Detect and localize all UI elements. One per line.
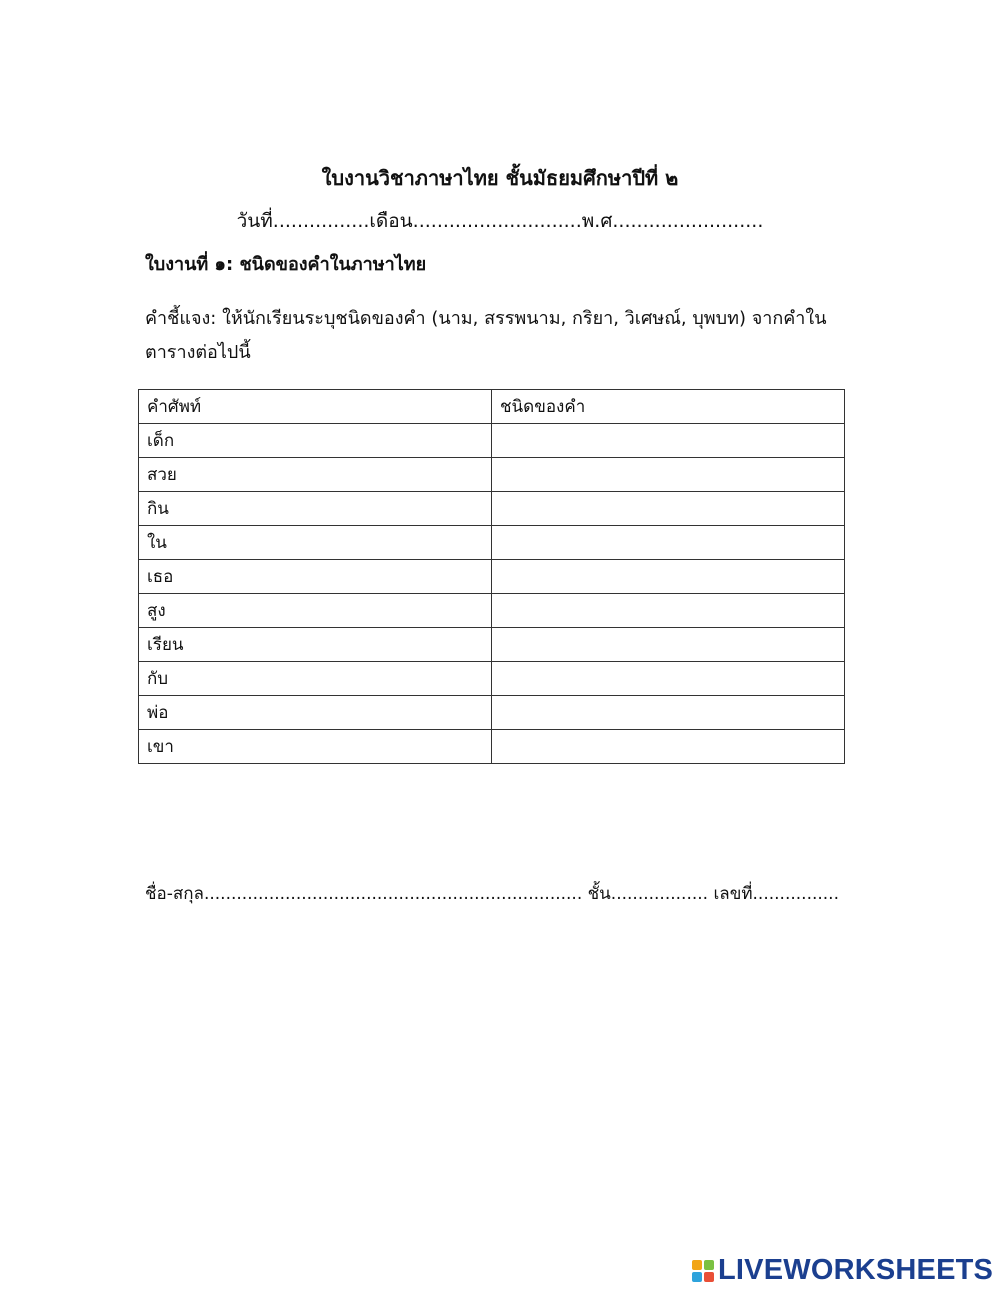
word-type-answer-cell[interactable] <box>492 662 845 696</box>
word-type-answer-cell[interactable] <box>492 458 845 492</box>
logo-mark-icon <box>692 1260 714 1282</box>
table-row <box>139 594 845 628</box>
instructions <box>145 302 845 370</box>
table-row <box>139 662 845 696</box>
word-type-answer-cell[interactable] <box>492 526 845 560</box>
word-cell: เธอ <box>139 560 492 594</box>
table-row <box>139 424 845 458</box>
word-cell: สูง <box>139 594 492 628</box>
liveworksheets-logo <box>692 1254 993 1287</box>
table-row <box>139 458 845 492</box>
word-cell: เขา <box>139 730 492 764</box>
table-row <box>139 628 845 662</box>
instructions-line-2: ตารางต่อไปนี้ <box>145 342 251 363</box>
logo-mark-square <box>704 1272 714 1282</box>
word-type-answer-cell[interactable] <box>492 492 845 526</box>
word-type-table <box>138 389 845 764</box>
table-row <box>139 526 845 560</box>
word-type-answer-cell[interactable] <box>492 730 845 764</box>
header-word-type: ชนิดของคำ <box>492 390 845 424</box>
word-cell: เด็ก <box>139 424 492 458</box>
logo-mark-square <box>704 1260 714 1270</box>
word-cell: เรียน <box>139 628 492 662</box>
word-cell: กับ <box>139 662 492 696</box>
header-word: คำศัพท์ <box>139 390 492 424</box>
word-cell: สวย <box>139 458 492 492</box>
logo-mark-square <box>692 1260 702 1270</box>
instructions-line-1: คำชี้แจง: ให้นักเรียนระบุชนิดของคำ (นาม, สรรพนาม, กริยา, วิเศษณ์, บุพบท) จากคำใน <box>145 308 827 329</box>
word-type-answer-cell[interactable] <box>492 696 845 730</box>
table-row <box>139 560 845 594</box>
date-line[interactable]: วันที่................เดือน............................พ.ศ......................... <box>236 210 764 232</box>
word-cell: กิน <box>139 492 492 526</box>
word-type-answer-cell[interactable] <box>492 628 845 662</box>
word-cell: ใน <box>139 526 492 560</box>
worksheet-title: ใบงานวิชาภาษาไทย ชั้นมัธยมศึกษาปีที่ ๒ <box>321 166 679 190</box>
word-type-answer-cell[interactable] <box>492 594 845 628</box>
table-row <box>139 696 845 730</box>
logo-mark-square <box>692 1272 702 1282</box>
student-info-line[interactable]: ชื่อ-สกุล...................................................................... ชั้น.................. เลขที่................ <box>145 884 839 904</box>
word-type-answer-cell[interactable] <box>492 560 845 594</box>
word-cell: พ่อ <box>139 696 492 730</box>
logo-text: LIVEWORKSHEETS <box>718 1254 994 1286</box>
word-type-answer-cell[interactable] <box>492 424 845 458</box>
table-row <box>139 492 845 526</box>
sheet-heading: ใบงานที่ ๑: ชนิดของคำในภาษาไทย <box>145 254 427 275</box>
table-row <box>139 730 845 764</box>
table-header-row <box>139 390 845 424</box>
